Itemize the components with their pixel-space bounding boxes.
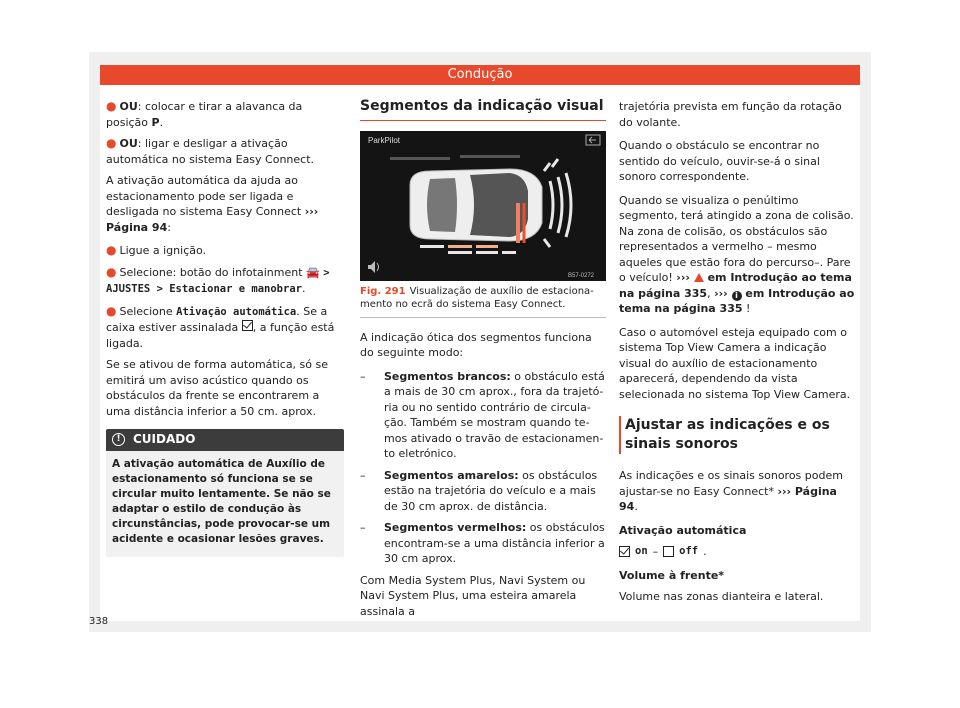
section-title: Segmentos da indicação visual xyxy=(360,99,606,121)
paragraph: Volume nas zonas dianteira e lateral. xyxy=(619,590,824,603)
page-content xyxy=(100,85,860,621)
page-link[interactable]: ››› Página 94 xyxy=(619,484,837,513)
option-row: on – off . xyxy=(619,544,857,560)
car-menu-icon: 🚘 xyxy=(306,265,320,279)
bullet-dot-icon: ● xyxy=(106,303,117,318)
unchecked-box-icon xyxy=(663,546,674,557)
figure-caption: Fig. 291 Visualização de auxílio de estacionamento no ecrã do sistema Easy Connect. xyxy=(360,281,606,318)
checked-box-icon xyxy=(619,546,630,557)
list-item: – Segmentos brancos: o obstáculo está a mais de 30 cm aprox., fora da trajetória ou no sentido contrário de circulação. Também se mostram quando temos ativado o travão de estacionamento eletrónico. xyxy=(360,369,605,460)
caution-box xyxy=(106,429,344,557)
page-link[interactable]: ››› Página 94 xyxy=(106,205,319,234)
checked-box-icon xyxy=(242,320,253,331)
paragraph: Caso o automóvel esteja equipado com o sistema Top View Camera a indicação visual do auxílio de estacionamento aparecerá, dependendo da vista selecionada no sistema Top View Camera. xyxy=(619,325,851,401)
paragraph: Quando o obstáculo se encontrar no sentido do veículo, ouvir-se-á o sinal sonoro correspondente. xyxy=(619,139,820,183)
paragraph: A ativação automática da ajuda ao estacionamento pode ser ligada e desligada no sistema Easy Connect ››› Página 94: xyxy=(106,174,319,234)
column-right xyxy=(619,99,857,613)
bullet-item: ● Selecione: botão do infotainment 🚘 > AJUSTES > Estacionar e manobrar. xyxy=(106,264,330,295)
paragraph: A indicação ótica dos segmentos funciona do seguinte modo: xyxy=(360,330,592,359)
paragraph: Se se ativou de forma automática, só se emitirá um aviso acústico quando os obstáculos da frente se encontrarem a uma distância inferior a 50 cm. aprox. xyxy=(106,358,329,418)
paragraph: Com Media System Plus, Navi System ou Navi System Plus, uma esteira amarela assinala a xyxy=(360,573,586,618)
chapter-header: Condução xyxy=(100,65,860,85)
warning-circle-icon: ! xyxy=(112,433,125,446)
bullet-item: ● Selecione Ativação automática. Se a caixa estiver assinalada , a função está ligada. xyxy=(106,303,335,350)
caution-header: ! CUIDADO xyxy=(106,429,344,451)
bullet-item: ● Ligue a ignição. xyxy=(106,243,207,257)
info-icon: i xyxy=(732,291,742,301)
parkpilot-label: ParkPilot xyxy=(368,135,401,145)
column-left xyxy=(106,99,344,557)
figure-code: B57-0272 xyxy=(568,272,595,279)
car-top-view-icon xyxy=(410,169,542,241)
bullet-dot-icon: ● xyxy=(106,264,117,279)
info-link[interactable]: ››› i em Introdução ao tema na página 335 xyxy=(619,286,855,315)
bullet-dot-icon: ● xyxy=(106,136,117,150)
warning-triangle-icon xyxy=(694,273,704,282)
page-number: 338 xyxy=(89,616,109,627)
paragraph: As indicações e os sinais sonoros podem ajustar-se no Easy Connect* ››› Página 94. xyxy=(619,469,843,513)
subheading: Ativação automática xyxy=(619,523,747,537)
caution-text: A ativação automática de Auxílio de estacionamento só funciona se se circular muito lentamente. Se não se adaptar o estilo de condução às circunstâncias, pode provocar-se um acidente e ocasionar lesões graves. xyxy=(112,457,331,545)
list-item: – Segmentos amarelos: os obstáculos estão na trajetória do veículo e a mais de 30 cm aprox. de distância. xyxy=(360,468,598,513)
column-middle xyxy=(360,99,606,627)
bullet-item: ● OU: ligar e desligar a ativação automática no sistema Easy Connect. xyxy=(106,136,315,166)
warning-link[interactable]: ››› em Introdução ao tema na página 335 xyxy=(619,271,852,300)
list-item: – Segmentos vermelhos: os obstáculos encontram-se a uma distância inferior a 30 cm aprox. xyxy=(360,521,605,565)
bullet-dot-icon: ● xyxy=(106,99,117,113)
bullet-item: ● OU: colocar e tirar a alavanca da posição P. xyxy=(106,99,303,129)
paragraph: trajetória prevista em função da rotação do volante. xyxy=(619,100,842,129)
paragraph: Quando se visualiza o penúltimo segmento, terá atingido a zona de colisão. Na zona de colisão, os obstáculos são representados a vermelho – mesmo aqueles que estão fora do percurso–. Pare o veículo! ››› em Introdução ao tema na página 335, ››› i em Introdução ao tema na página 335 ! xyxy=(619,193,855,315)
parkpilot-screen xyxy=(360,131,606,281)
bullet-dot-icon: ● xyxy=(106,243,117,257)
section-heading: Ajustar as indicações e os sinais sonoros xyxy=(619,416,857,454)
subheading: Volume à frente* xyxy=(619,568,725,582)
parkpilot-figure xyxy=(360,131,606,281)
